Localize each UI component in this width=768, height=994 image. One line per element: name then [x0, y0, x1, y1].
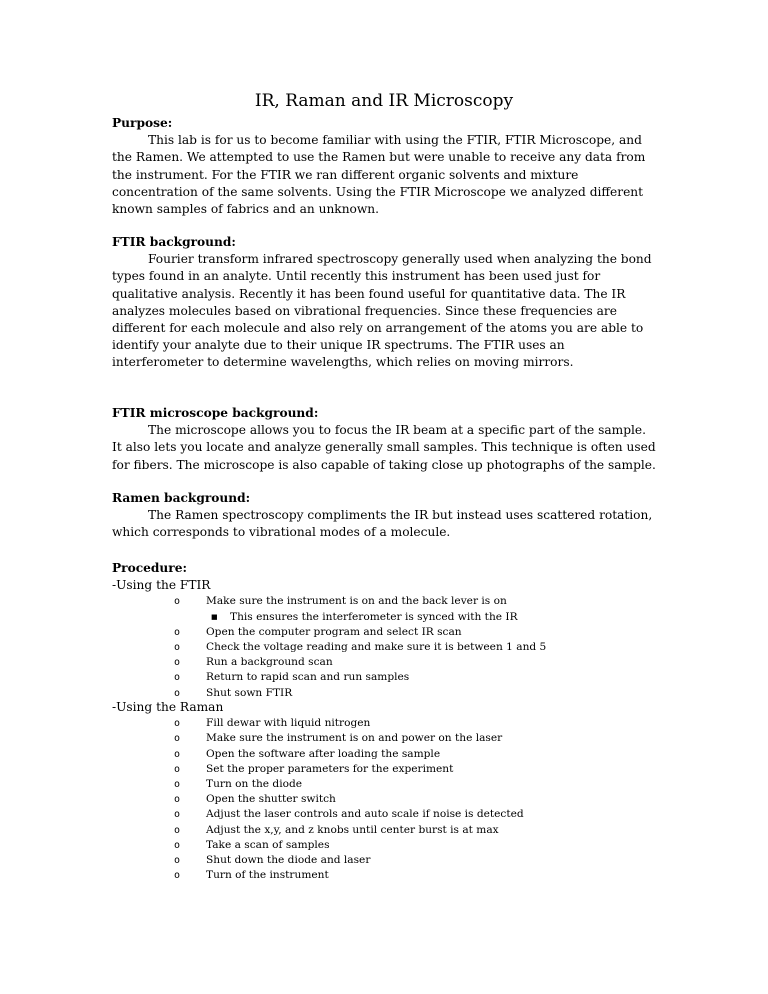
list-item: o Adjust the x,y, and z knobs until center burst is at max	[112, 823, 657, 838]
list-item: o Take a scan of samples	[112, 838, 657, 853]
ftir-procedure-label: -Using the FTIR	[112, 578, 211, 593]
bullet-icon: o	[174, 718, 181, 730]
ftir-background-paragraph: Fourier transform infrared spectroscopy generally used when analyzing the bond types found in an analyte. Until recently this instrument has been used just for qualitative analysis. Recently it has been found useful for quantitative data. The IR analyzes molecules based on vibrational frequencies. Since these frequencies are different for each molecule and also rely on arrangement of the atoms you are able to identify your analyte due to their unique IR spectrums. The FTIR uses an interferometer to determine wavelengths, which relies on moving mirrors.	[112, 252, 652, 370]
raman-procedure-section	[112, 699, 657, 883]
bullet-icon: o	[174, 794, 181, 806]
ftir-background-heading: FTIR background:	[112, 235, 236, 249]
list-item: o Turn on the diode	[112, 777, 657, 792]
ramen-background-section	[112, 490, 657, 542]
bullet-icon: o	[174, 855, 181, 867]
bullet-icon: o	[174, 839, 181, 851]
list-item: o Open the shutter switch	[112, 792, 657, 807]
list-item: o Turn of the instrument	[112, 868, 657, 883]
list-item: o Adjust the laser controls and auto scale if noise is detected	[112, 807, 657, 822]
raman-procedure-label: -Using the Raman	[112, 700, 224, 714]
list-item: o Open the computer program and select IR scan	[112, 625, 657, 640]
purpose-heading: Purpose:	[112, 116, 173, 130]
list-item: o Make sure the instrument is on and the back lever is on	[112, 594, 657, 609]
list-item: o Open the software after loading the sample	[112, 747, 657, 762]
ftir-microscope-section	[112, 405, 657, 474]
purpose-paragraph: This lab is for us to become familiar with using the FTIR, FTIR Microscope, and the Ramen. We attempted to use the Ramen but were unable to receive any data from the instrument. For the FTIR we ran different organic solvents and mixture concentration of the same solvents. Using the FTIR Microscope we analyzed different known samples of fabrics and an unknown.	[112, 133, 646, 217]
ftir-background-section	[112, 234, 657, 372]
bullet-icon: o	[174, 763, 181, 775]
list-item: o Run a background scan	[112, 655, 657, 670]
ftir-steps-list	[112, 594, 657, 700]
bullet-icon: o	[174, 748, 181, 760]
list-item: ■ This ensures the interferometer is synced with the IR	[112, 610, 657, 625]
raman-steps-list	[112, 716, 657, 883]
procedure-heading: Procedure:	[112, 561, 187, 575]
bullet-icon: o	[174, 596, 181, 608]
procedure-section	[112, 560, 657, 701]
purpose-section	[112, 115, 657, 218]
bullet-icon: o	[174, 657, 181, 669]
ftir-microscope-heading: FTIR microscope background:	[112, 406, 319, 420]
list-item: o Shut sown FTIR	[112, 686, 657, 701]
list-item: o Shut down the diode and laser	[112, 853, 657, 868]
bullet-icon: o	[174, 824, 181, 836]
list-item: o Set the proper parameters for the experiment	[112, 762, 657, 777]
ftir-microscope-paragraph: The microscope allows you to focus the IR beam at a specific part of the sample. It also lets you locate and analyze generally small samples. This technique is often used for fibers. The microscope is also capable of taking close up photographs of the sample.	[112, 423, 656, 472]
bullet-icon: o	[174, 642, 181, 654]
ramen-background-paragraph: The Ramen spectroscopy compliments the IR but instead uses scattered rotation, which corresponds to vibrational modes of a molecule.	[112, 508, 653, 540]
bullet-icon: o	[174, 779, 181, 791]
document-title: IR, Raman and IR Microscopy	[254, 91, 514, 111]
list-item: o Return to rapid scan and run samples	[112, 670, 657, 685]
list-item: o Check the voltage reading and make sure it is between 1 and 5	[112, 640, 657, 655]
bullet-icon: o	[174, 870, 181, 882]
ramen-background-heading: Ramen background:	[112, 491, 251, 505]
bullet-icon: o	[174, 626, 181, 638]
list-item: o Fill dewar with liquid nitrogen	[112, 716, 657, 731]
bullet-icon: o	[174, 733, 181, 745]
bullet-icon: o	[174, 809, 181, 821]
square-bullet-icon: ■	[211, 612, 218, 621]
bullet-icon: o	[174, 672, 181, 684]
list-item: o Make sure the instrument is on and power on the laser	[112, 731, 657, 746]
bullet-icon: o	[174, 687, 181, 699]
